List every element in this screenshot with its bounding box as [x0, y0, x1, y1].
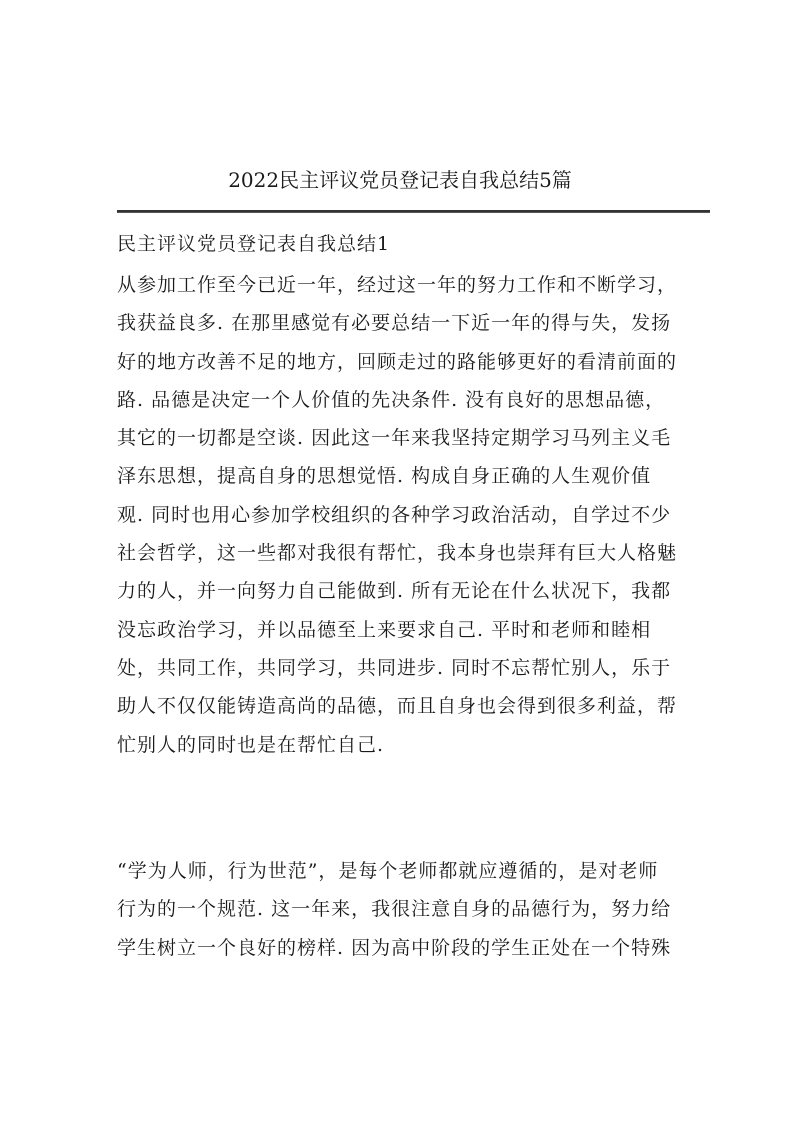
paragraph-2 [117, 852, 717, 967]
text-line: 没忘政治学习，并以品德至上来要求自己. 平时和老师和睦相 [117, 618, 652, 641]
text-line: 泽东思想，提高自身的思想觉悟. 构成自身正确的人生观价值 [117, 465, 652, 488]
text-line: 好的地方改善不足的地方，回顾走过的路能够更好的看清前面的 [117, 350, 678, 373]
text-line: 观. 同时也用心参加学校组织的各种学习政治活动，自学过不少 [117, 503, 672, 526]
paragraph-1 [117, 266, 717, 764]
text-line: 处，共同工作，共同学习，共同进步. 同时不忘帮忙别人，乐于 [117, 656, 672, 679]
text-line: 从参加工作至今已近一年，经过这一年的努力工作和不断学习， [117, 274, 678, 296]
text-line: 力的人，并一向努力自己能做到. 所有无论在什么状况下，我都 [117, 580, 672, 603]
text-line: 我获益良多. 在那里感觉有必要总结一下近一年的得与失，发扬 [117, 312, 672, 335]
text-line: 行为的一个规范. 这一年来，我很注意自身的品德行为，努力给 [117, 898, 672, 921]
text-line: 忙别人的同时也是在帮忙自己. [117, 733, 385, 756]
text-line: 学生树立一个良好的榜样. 因为高中阶段的学生正处在一个特殊 [117, 936, 672, 959]
text-line: 路. 品德是决定一个人价值的先决条件. 没有良好的思想品德， [117, 388, 666, 411]
text-line: 助人不仅仅能铸造高尚的品德，而且自身也会得到很多利益，帮 [117, 695, 678, 718]
text-line: 其它的一切都是空谈. 因此这一年来我坚持定期学习马列主义毛 [117, 427, 672, 450]
text-line: “学为人师，行为世范”，是每个老师都就应遵循的，是对老师 [117, 860, 659, 882]
section-heading: 民主评议党员登记表自我总结1 [117, 233, 391, 255]
title-divider [117, 210, 710, 213]
text-line: 社会哲学，这一些都对我很有帮忙，我本身也崇拜有巨大人格魅 [117, 542, 678, 565]
document-title: 2022民主评议党员登记表自我总结5篇 [228, 168, 572, 192]
